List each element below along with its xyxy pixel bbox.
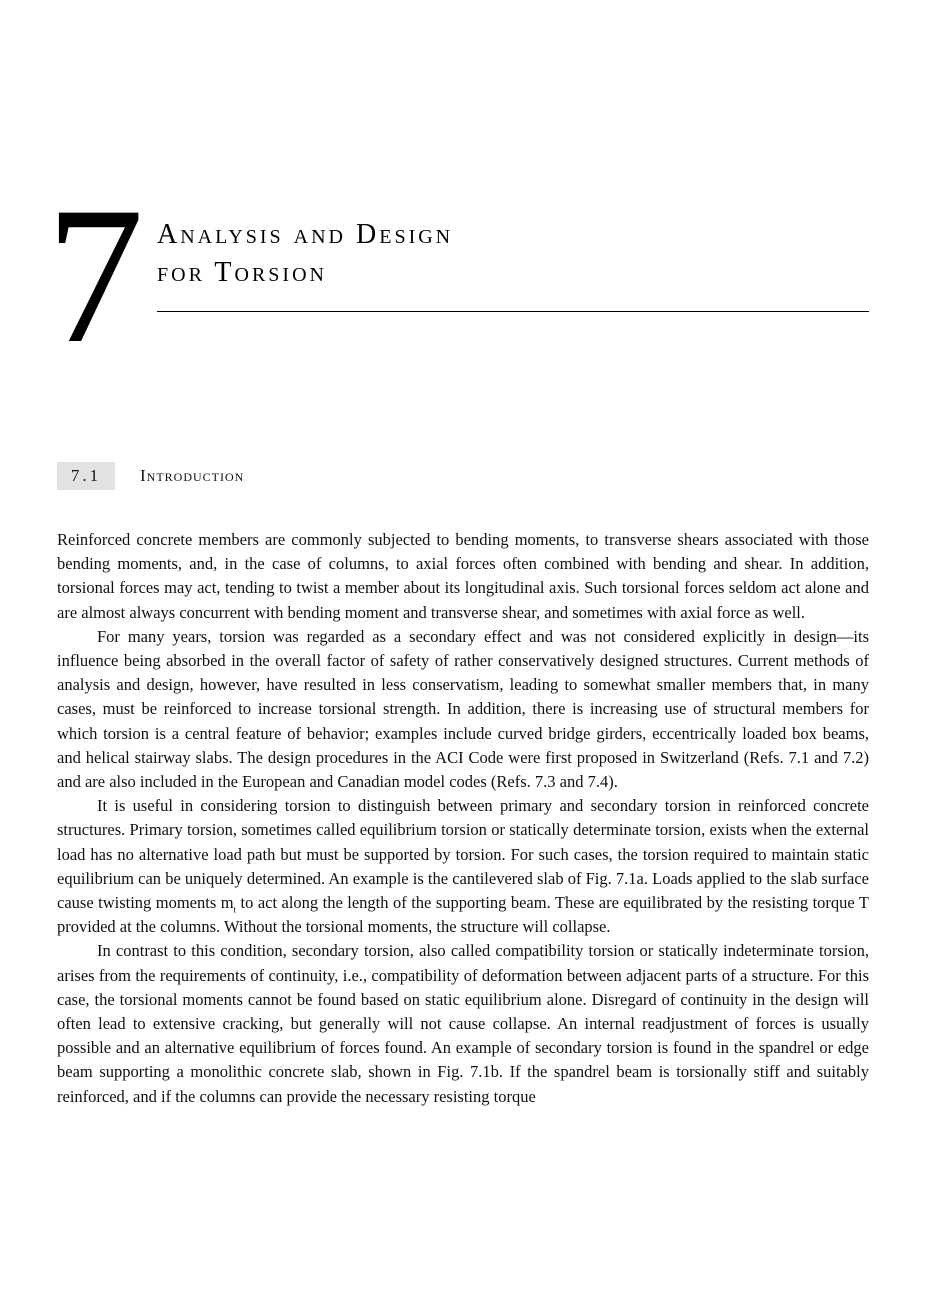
paragraph-2: For many years, torsion was regarded as a secondary effect and was not considered explicitly in design—its influence being absorbed in the overall factor of safety of rather conservatively designed structures. Current methods of analysis and design, however, have resulted in less conservatism, leading to somewhat smaller members that, in many cases, must be reinforced to increase torsional strength. In addition, there is increasing use of structural members for which torsion is a central feature of behavior; examples include curved bridge girders, eccentrically loaded box beams, and helical stairway slabs. The design procedures in the ACI Code were first proposed in Switzerland (Refs. 7.1 and 7.2) and are also included in the European and Canadian model codes (Refs. 7.3 and 7.4). <box>57 626 869 792</box>
section-number: 7.1 <box>57 462 115 490</box>
chapter-title <box>157 216 869 292</box>
chapter-title-line-2: for Torsion <box>157 257 327 288</box>
chapter-number: 7 <box>46 167 144 384</box>
section-heading <box>57 462 244 490</box>
section-title: Introduction <box>140 466 245 485</box>
paragraph-3 <box>57 794 869 939</box>
body-text <box>57 528 869 1109</box>
chapter-title-line-1: Analysis and Design <box>157 219 454 250</box>
paragraph-3-text-after: to act along the length of the supporting beam. These are equilibrated by the resisting torque T provided at the columns. Without the torsional moments, the structure will collapse. <box>57 893 869 937</box>
paragraph-3-text-before: It is useful in considering torsion to distinguish between primary and secondary torsion in reinforced concrete structures. Primary torsion, sometimes called equilibrium torsion or statically determinate torsion, exists when the external load has no alternative load path but must be supported by torsion. For such cases, the torsion required to maintain static equilibrium can be uniquely determined. An example is the cantilevered slab of Fig. 7.1a. Loads applied to the slab surface cause twisting moments m <box>57 796 869 913</box>
twisting-moment-subscript: t <box>233 904 237 915</box>
paragraph-4: In contrast to this condition, secondary torsion, also called compatibility torsion or statically indeterminate torsion, arises from the requirements of continuity, i.e., compatibility of deformation between adjacent parts of a structure. For this case, the torsional moments cannot be found based on static equilibrium alone. Disregard of continuity in the design will often lead to extensive cracking, but generally will not cause collapse. An internal readjustment of forces is usually possible and an alternative equilibrium of forces found. An example of secondary torsion is found in the spandrel or edge beam supporting a monolithic concrete slab, shown in Fig. 7.1b. If the spandrel beam is torsionally stiff and suitably reinforced, and if the columns can provide the necessary resisting torque <box>57 941 869 1106</box>
paragraph-1: Reinforced concrete members are commonly subjected to bending moments, to transverse shears associated with those bending moments, and, in the case of columns, to axial forces often combined with bending and shear. In addition, torsional forces may act, tending to twist a member about its longitudinal axis. Such torsional forces seldom act alone and are almost always concurrent with bending moment and transverse shear, and sometimes with axial force as well. <box>57 530 869 622</box>
title-rule <box>157 311 869 312</box>
